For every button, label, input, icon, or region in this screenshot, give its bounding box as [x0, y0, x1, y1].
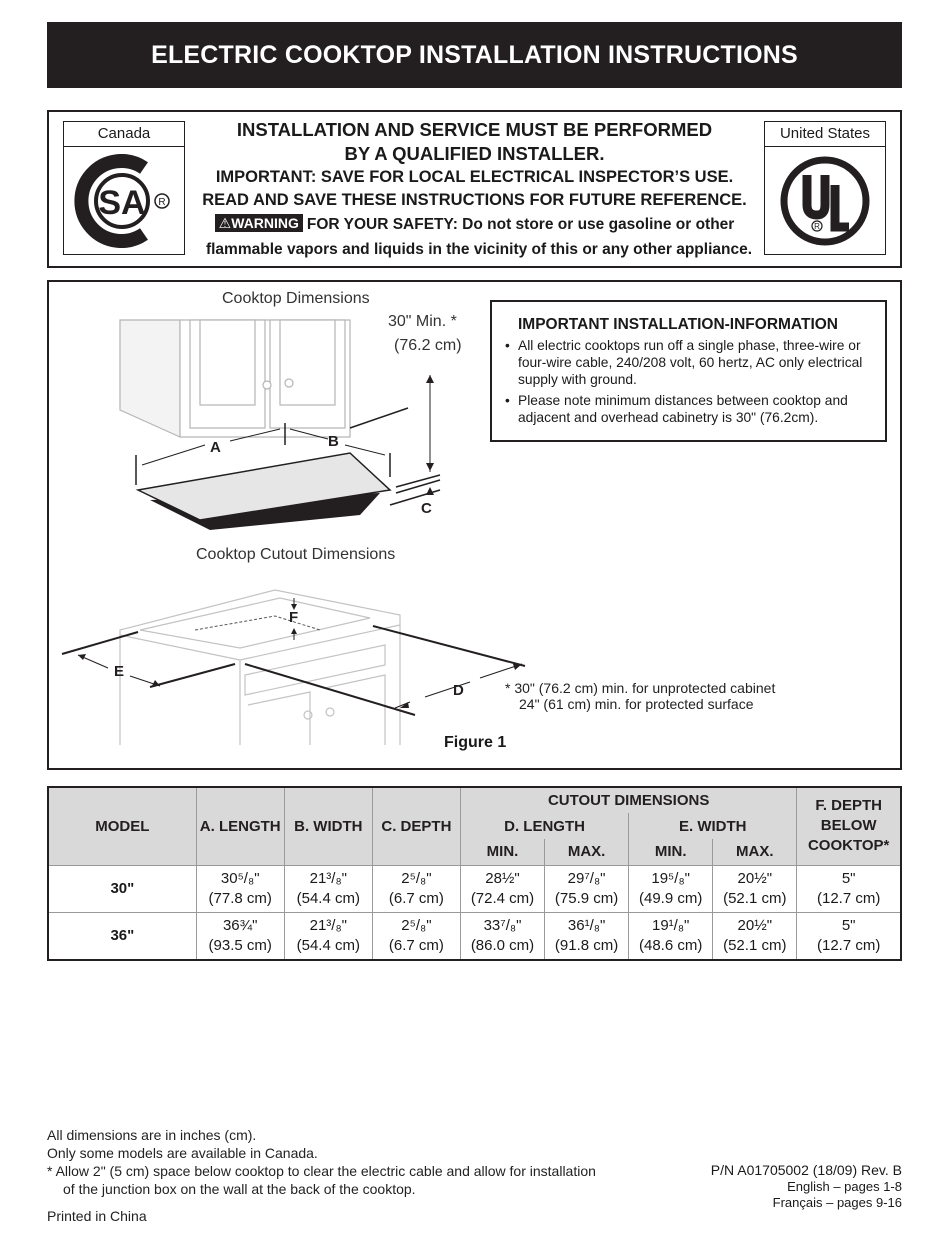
certification-header [47, 110, 902, 268]
qualified-installer-line2: BY A QUALIFIED INSTALLER. [344, 143, 605, 164]
warning-triangle-icon: ⚠ [218, 215, 232, 231]
clearance-note-line2: 24" (61 cm) min. for protected surface [519, 696, 754, 712]
cell-f: 5" (12.7 cm) [797, 865, 901, 912]
info-bullet: • All electric cooktops run off a single phase, three-wire or four-wire cable, 240/208 volt, 60 hertz, AC only electrical supply with ground. [518, 337, 871, 388]
figure-label: Figure 1 [444, 734, 507, 751]
cell-e-max: 20½" (52.1 cm) [713, 865, 797, 912]
header-f-depth: F. DEPTH BELOW COOKTOP* [797, 787, 901, 865]
dimension-label-a: A [210, 439, 221, 456]
header-text [189, 118, 760, 236]
cell-f: 5" (12.7 cm) [797, 912, 901, 960]
canada-label: Canada [64, 122, 184, 147]
table-row [48, 912, 901, 960]
canada-note: Only some models are available in Canada. [47, 1145, 318, 1161]
installation-info-box [490, 300, 887, 442]
dimension-label-c: C [421, 500, 432, 517]
header-cutout-dimensions: CUTOUT DIMENSIONS [460, 787, 796, 813]
qualified-installer-line1: INSTALLATION AND SERVICE MUST BE PERFORMED [236, 119, 713, 140]
warning-badge: ⚠WARNING [215, 214, 303, 232]
french-pages: Français – pages 9-16 [772, 1195, 902, 1210]
units-note: All dimensions are in inches (cm). [47, 1127, 257, 1143]
inspector-notice: IMPORTANT: SAVE FOR LOCAL ELECTRICAL INSPECTOR’S USE. [215, 168, 734, 186]
cell-c: 2⁵/₈" (6.7 cm) [372, 912, 460, 960]
part-info [711, 1162, 902, 1211]
cell-e-min: 19¹/₈" (48.6 cm) [629, 912, 713, 960]
warning-text-continued: flammable vapors and liquids in the vicinity of this or any other appliance. [205, 241, 753, 258]
cell-e-min: 19⁵/₈" (49.9 cm) [629, 865, 713, 912]
ul-logo-icon [765, 147, 885, 254]
cell-a: 30⁵/₈" (77.8 cm) [196, 865, 284, 912]
cell-d-min: 33⁷/₈" (86.0 cm) [460, 912, 544, 960]
header-d-length: D. LENGTH [460, 813, 628, 839]
svg-text:R: R [158, 196, 166, 208]
header-e-max: MAX. [713, 839, 797, 865]
dimension-label-f: F [289, 609, 299, 626]
header-e-min: MIN. [629, 839, 713, 865]
cell-a: 36¾" (93.5 cm) [196, 912, 284, 960]
cell-e-max: 20½" (52.1 cm) [713, 912, 797, 960]
info-bullet: • Please note minimum distances between cooktop and adjacent and overhead cabinetry is 30" (76.2cm). [518, 392, 871, 426]
header-model: MODEL [48, 787, 196, 865]
clearance-label: 30" Min. * [388, 313, 457, 330]
cell-b: 21³/₈" (54.4 cm) [284, 912, 372, 960]
header-d-max: MAX. [545, 839, 629, 865]
svg-text:SA: SA [98, 183, 146, 222]
header-e-width: E. WIDTH [629, 813, 797, 839]
footer-notes [47, 1126, 596, 1225]
cable-note: * Allow 2" (5 cm) space below cooktop to clear the electric cable and allow for installation [47, 1163, 596, 1179]
save-instructions-notice: READ AND SAVE THESE INSTRUCTIONS FOR FUTURE REFERENCE. [202, 191, 747, 209]
clearance-note-line1: * 30" (76.2 cm) min. for unprotected cabinet [505, 680, 776, 696]
warning-text: FOR YOUR SAFETY: Do not store or use gasoline or other [306, 216, 735, 233]
warning-line [189, 214, 760, 236]
cooktop-dimensions-caption: Cooktop Dimensions [222, 290, 370, 307]
canada-cert-box [63, 121, 185, 255]
us-cert-box [764, 121, 886, 255]
dimension-label-d: D [453, 682, 464, 699]
cell-model: 36" [48, 912, 196, 960]
page-title: ELECTRIC COOKTOP INSTALLATION INSTRUCTIONS [151, 40, 798, 69]
cell-c: 2⁵/₈" (6.7 cm) [372, 865, 460, 912]
header-a-length: A. LENGTH [196, 787, 284, 865]
printed-in: Printed in China [47, 1208, 147, 1224]
part-number: P/N A01705002 (18/09) Rev. B [710, 1162, 902, 1178]
header-b-width: B. WIDTH [284, 787, 372, 865]
cable-note-continued: of the junction box on the wall at the back of the cooktop. [63, 1181, 416, 1197]
dimensions-table [47, 786, 902, 961]
table-row [48, 865, 901, 912]
us-label: United States [765, 122, 885, 147]
cell-model: 30" [48, 865, 196, 912]
header-d-min: MIN. [460, 839, 544, 865]
title-banner [47, 22, 902, 88]
dimension-label-e: E [114, 663, 125, 680]
cutout-dimensions-caption: Cooktop Cutout Dimensions [196, 546, 396, 563]
english-pages: English – pages 1-8 [787, 1179, 902, 1194]
cell-d-max: 36¹/₈" (91.8 cm) [545, 912, 629, 960]
cell-d-min: 28½" (72.4 cm) [460, 865, 544, 912]
info-heading: IMPORTANT INSTALLATION-INFORMATION [518, 316, 838, 333]
header-c-depth: C. DEPTH [372, 787, 460, 865]
cutout-dimensions-diagram [60, 580, 530, 750]
cell-d-max: 29⁷/₈" (75.9 cm) [545, 865, 629, 912]
dimension-label-b: B [328, 433, 339, 450]
csa-logo-icon [64, 147, 184, 254]
cell-b: 21³/₈" (54.4 cm) [284, 865, 372, 912]
svg-text:R: R [814, 221, 820, 231]
clearance-cm-label: (76.2 cm) [394, 337, 462, 354]
info-list [518, 337, 871, 426]
